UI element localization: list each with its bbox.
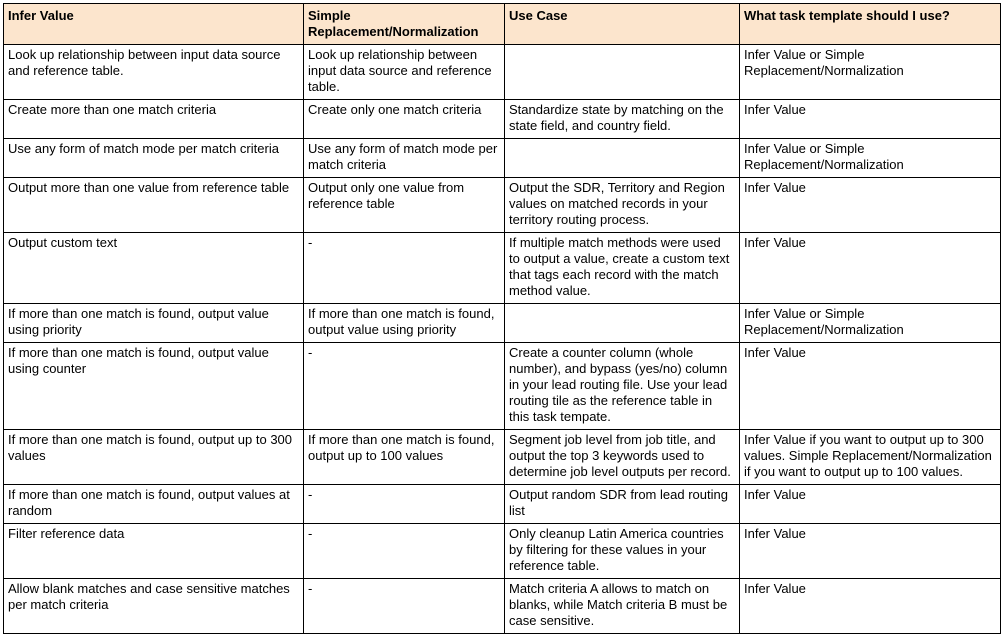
cell-use-case: Create a counter column (whole number), and bypass (yes/no) column in your lead routing file. Use your lead routing tile as the reference table in this task tempate.	[505, 343, 740, 430]
cell-task-template: Infer Value	[740, 343, 1001, 430]
cell-task-template: Infer Value	[740, 579, 1001, 634]
cell-infer-value: If more than one match is found, output values at random	[4, 485, 304, 524]
cell-infer-value: If more than one match is found, output up to 300 values	[4, 430, 304, 485]
cell-infer-value: If more than one match is found, output value using priority	[4, 304, 304, 343]
cell-simple-replacement: -	[304, 343, 505, 430]
cell-infer-value: Allow blank matches and case sensitive matches per match criteria	[4, 579, 304, 634]
cell-simple-replacement: Look up relationship between input data source and reference table.	[304, 45, 505, 100]
header-infer-value: Infer Value	[4, 4, 304, 45]
cell-task-template: Infer Value if you want to output up to 300 values. Simple Replacement/Normalization if you want to output up to 100 values.	[740, 430, 1001, 485]
cell-task-template: Infer Value	[740, 100, 1001, 139]
table-row	[4, 304, 1001, 343]
cell-task-template: Infer Value	[740, 524, 1001, 579]
cell-use-case: Output the SDR, Territory and Region values on matched records in your territory routing process.	[505, 178, 740, 233]
cell-simple-replacement: -	[304, 524, 505, 579]
cell-simple-replacement: If more than one match is found, output up to 100 values	[304, 430, 505, 485]
cell-simple-replacement: If more than one match is found, output value using priority	[304, 304, 505, 343]
cell-infer-value: Filter reference data	[4, 524, 304, 579]
table-row	[4, 485, 1001, 524]
cell-use-case: If multiple match methods were used to output a value, create a custom text that tags each record with the match method value.	[505, 233, 740, 304]
cell-use-case	[505, 304, 740, 343]
cell-task-template: Infer Value or Simple Replacement/Normalization	[740, 45, 1001, 100]
cell-use-case	[505, 45, 740, 100]
cell-infer-value: If more than one match is found, output value using counter	[4, 343, 304, 430]
header-simple-replacement: Simple Replacement/Normalization	[304, 4, 505, 45]
cell-simple-replacement: -	[304, 233, 505, 304]
cell-use-case: Output random SDR from lead routing list	[505, 485, 740, 524]
cell-use-case: Standardize state by matching on the state field, and country field.	[505, 100, 740, 139]
cell-simple-replacement: Output only one value from reference table	[304, 178, 505, 233]
header-task-template: What task template should I use?	[740, 4, 1001, 45]
cell-task-template: Infer Value	[740, 233, 1001, 304]
table-row	[4, 139, 1001, 178]
table-row	[4, 233, 1001, 304]
cell-infer-value: Output custom text	[4, 233, 304, 304]
cell-use-case: Only cleanup Latin America countries by filtering for these values in your reference table.	[505, 524, 740, 579]
table-row	[4, 178, 1001, 233]
table-row	[4, 430, 1001, 485]
cell-simple-replacement: Use any form of match mode per match criteria	[304, 139, 505, 178]
cell-task-template: Infer Value	[740, 178, 1001, 233]
header-use-case: Use Case	[505, 4, 740, 45]
comparison-table	[3, 3, 1001, 634]
cell-use-case	[505, 139, 740, 178]
cell-infer-value: Output more than one value from reference table	[4, 178, 304, 233]
table-row	[4, 45, 1001, 100]
cell-simple-replacement: -	[304, 485, 505, 524]
cell-use-case: Segment job level from job title, and output the top 3 keywords used to determine job level outputs per record.	[505, 430, 740, 485]
cell-infer-value: Look up relationship between input data source and reference table.	[4, 45, 304, 100]
cell-task-template: Infer Value	[740, 485, 1001, 524]
table-row	[4, 579, 1001, 634]
cell-task-template: Infer Value or Simple Replacement/Normalization	[740, 139, 1001, 178]
cell-simple-replacement: -	[304, 579, 505, 634]
table-row	[4, 343, 1001, 430]
cell-simple-replacement: Create only one match criteria	[304, 100, 505, 139]
table-row	[4, 100, 1001, 139]
cell-infer-value: Create more than one match criteria	[4, 100, 304, 139]
table-row	[4, 524, 1001, 579]
cell-infer-value: Use any form of match mode per match criteria	[4, 139, 304, 178]
cell-task-template: Infer Value or Simple Replacement/Normalization	[740, 304, 1001, 343]
cell-use-case: Match criteria A allows to match on blanks, while Match criteria B must be case sensitive.	[505, 579, 740, 634]
header-row	[4, 4, 1001, 45]
